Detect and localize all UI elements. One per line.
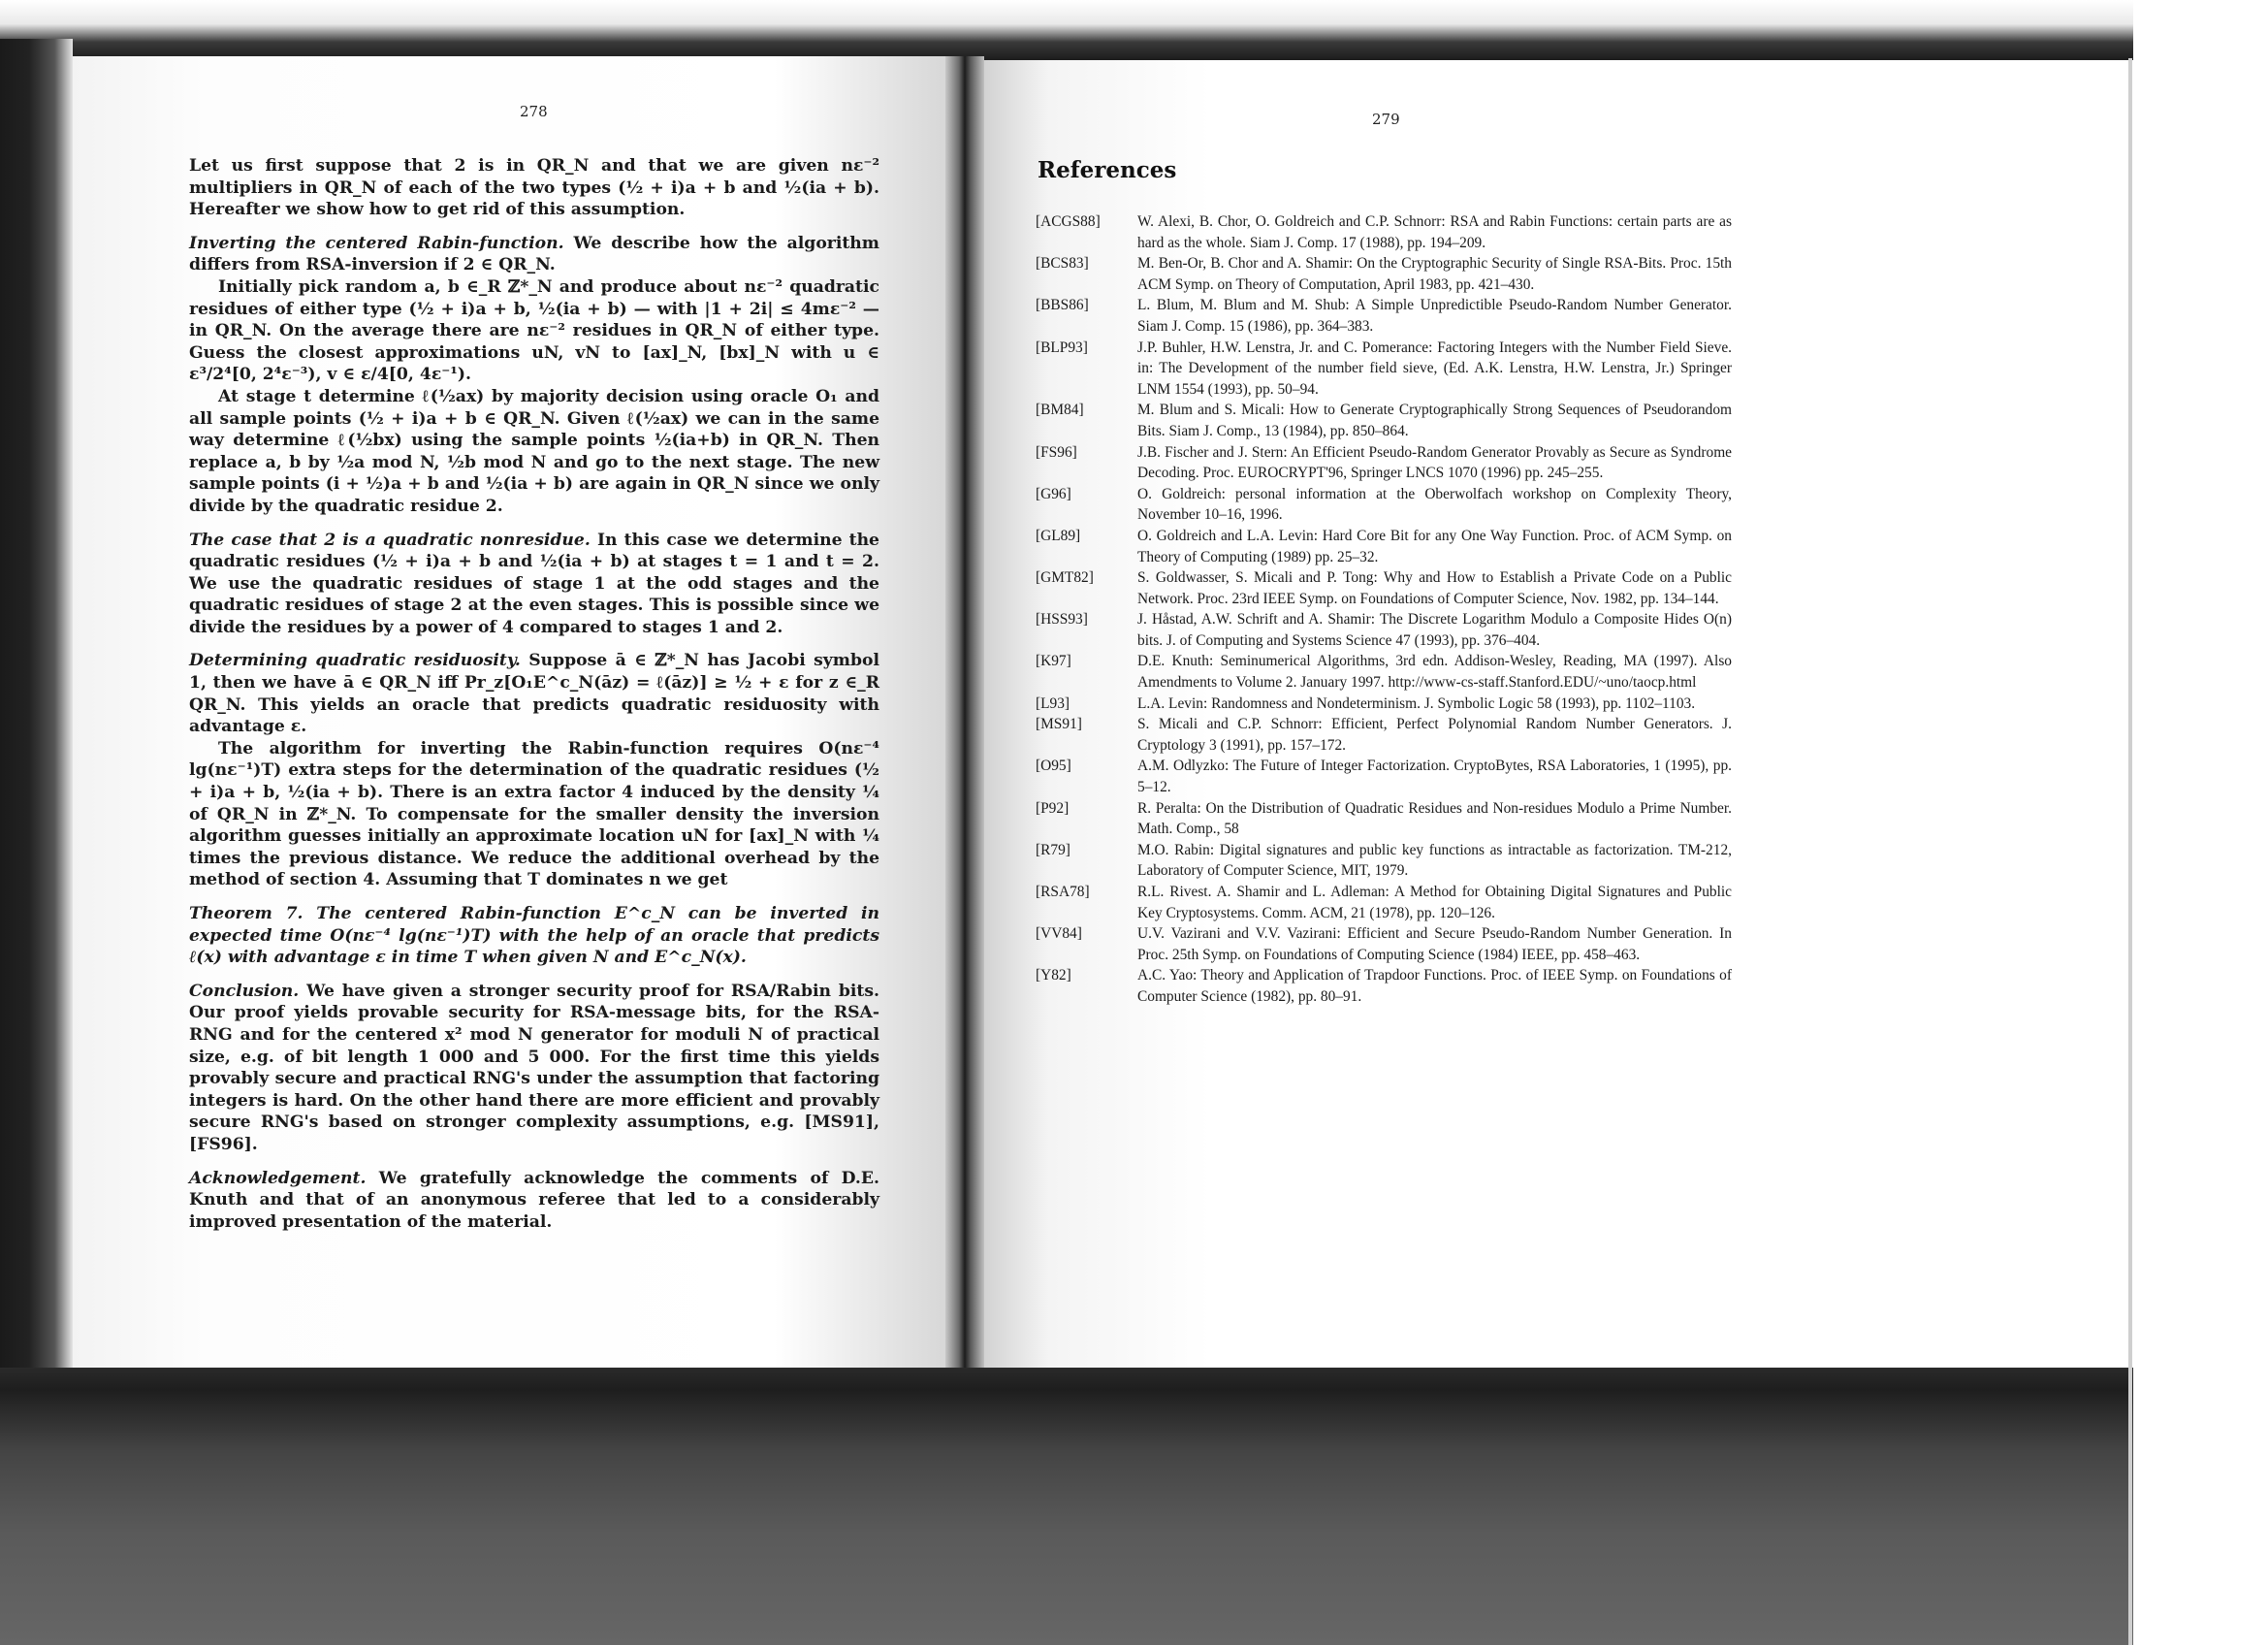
- book-gutter: [945, 56, 984, 1375]
- reference-item: [1036, 651, 1732, 693]
- reference-key: [BBS86]: [1036, 297, 1089, 314]
- reference-key: [L93]: [1036, 694, 1070, 712]
- paragraph-heading: The case that 2 is a quadratic nonresidue.: [189, 530, 591, 550]
- reference-item: [1036, 756, 1732, 797]
- reference-key: [BCS83]: [1036, 255, 1089, 273]
- reference-item: [1036, 882, 1732, 923]
- paragraph: [189, 981, 879, 1156]
- reference-item: [1036, 923, 1732, 965]
- reference-key: [HSS93]: [1036, 611, 1088, 629]
- paragraph: [189, 903, 879, 969]
- reference-text: M. Blum and S. Micali: How to Generate Cryptographically Strong Sequences of Pseudorandom Bits. Siam J. Comp., 13 (1984), pp. 850–864.: [1137, 402, 1732, 439]
- paragraph-heading: Acknowledgement.: [189, 1168, 367, 1188]
- reference-text: S. Micali and C.P. Schnorr: Efficient, Perfect Polynomial Random Number Generators. J. Cryptology 3 (1991), pp. 157–172.: [1137, 716, 1732, 754]
- reference-text: L.A. Levin: Randomness and Nondeterminism. J. Symbolic Logic 58 (1993), pp. 1102–1103.: [1137, 694, 1696, 712]
- scan-right-margin: [2133, 0, 2268, 1645]
- references-list: [1036, 211, 1732, 1008]
- reference-item: [1036, 484, 1732, 526]
- reference-item: [1036, 840, 1732, 882]
- paragraph-text: Let us first suppose that 2 is in QR_N and that we are given nε⁻² multipliers in QR_N of each of the two types (½ + i)a + b and ½(ia + b). Hereafter we show how to get rid of this assumption.: [189, 156, 879, 220]
- reference-item: [1036, 442, 1732, 484]
- reference-key: [MS91]: [1036, 716, 1082, 733]
- reference-text: J.B. Fischer and J. Stern: An Efficient Pseudo-Random Generator Provably as Secure as Syndrome Decoding. Proc. EUROCRYPT'96, Springer LNCS 1070 (1996) pp. 245–255.: [1137, 443, 1732, 482]
- reference-key: [O95]: [1036, 758, 1071, 775]
- reference-key: [R79]: [1036, 841, 1070, 858]
- reference-item: [1036, 693, 1732, 715]
- reference-item: [1036, 567, 1732, 609]
- paragraph-text: We describe how the algorithm differs from RSA-inversion if 2 ∈ QR_N.: [189, 233, 879, 275]
- reference-key: [GL89]: [1036, 527, 1081, 544]
- reference-key: [ACGS88]: [1036, 213, 1101, 230]
- paragraph-text: We gratefully acknowledge the comments of D.E. Knuth and that of an anonymous referee that led to a considerably improved presentation of the material.: [189, 1168, 879, 1232]
- scan-left-shadow: [0, 39, 73, 1397]
- reference-item: [1036, 295, 1732, 337]
- reference-item: [1036, 526, 1732, 567]
- reference-key: [P92]: [1036, 799, 1070, 817]
- reference-text: L. Blum, M. Blum and M. Shub: A Simple Unpredictible Pseudo-Random Number Generator. Siam J. Comp. 15 (1986), pp. 364–383.: [1137, 297, 1732, 335]
- reference-item: [1036, 211, 1732, 253]
- reference-key: [FS96]: [1036, 443, 1077, 461]
- paragraph: [189, 738, 879, 891]
- reference-key: [Y82]: [1036, 967, 1071, 984]
- left-page-body: [189, 155, 879, 1233]
- reference-text: A.M. Odlyzko: The Future of Integer Factorization. CryptoBytes, RSA Laboratories, 1 (1995), pp. 5–12.: [1137, 758, 1732, 796]
- paragraph: [189, 155, 879, 221]
- reference-text: D.E. Knuth: Seminumerical Algorithms, 3rd edn. Addison-Wesley, Reading, MA (1997). Also Amendments to Volume 2. January 1997. http://www-cs-staff.Stanford.EDU/~uno/taocp.html: [1137, 653, 1732, 692]
- reference-text: A.C. Yao: Theory and Application of Trapdoor Functions. Proc. of IEEE Symp. on Foundations of Computer Science (1982), pp. 80–91.: [1137, 967, 1732, 1005]
- paragraph-heading: Inverting the centered Rabin-function.: [189, 233, 564, 253]
- paragraph-text: We have given a stronger security proof for RSA/Rabin bits. Our proof yields provable security for RSA-message bits, for the RSA-RNG and for the centered x² mod N generator for moduli N of practical size, e.g. of bit length 1 000 and 5 000. For the first time this yields provably secure and practical RNG's under the assumption that factoring integers is hard. On the other hand there are more efficient and provably secure RNG's based on stronger complexity assumptions, e.g. [MS91], [FS96].: [189, 981, 879, 1154]
- paragraph-text: At stage t determine ℓ(½ax) by majority decision using oracle O₁ and all sample points (½ + i)a + b ∈ QR_N. Given ℓ(½ax) we can in the same way determine ℓ(½bx) using the sample points ½(ia+b) in QR_N. Then replace a, b by ½a mod N, ½b mod N and go to the next stage. The new sample points (i + ½)a + b and ½(ia + b) are again in QR_N since we only divide by the quadratic residue 2.: [189, 386, 879, 516]
- paragraph-heading: Conclusion.: [189, 981, 300, 1001]
- reference-text: R.L. Rivest. A. Shamir and L. Adleman: A Method for Obtaining Digital Signatures and Public Key Cryptosystems. Comm. ACM, 21 (1978), pp. 120–126.: [1137, 884, 1732, 921]
- reference-key: [RSA78]: [1036, 884, 1090, 900]
- paragraph: [189, 650, 879, 737]
- reference-text: O. Goldreich: personal information at the Oberwolfach workshop on Complexity Theory, November 10–16, 1996.: [1137, 485, 1732, 524]
- paragraph-text: The centered Rabin-function E^c_N can be inverted in expected time O(nε⁻⁴ lg(nε⁻¹)T) with the help of an oracle that predicts ℓ(x) with advantage ε in time T when given N and E^c_N(x).: [189, 904, 879, 968]
- paragraph-text: Initially pick random a, b ∈_R ℤ*_N and produce about nε⁻² quadratic residues of either type (½ + i)a + b, ½(ia + b) — with |1 + 2i| ≤ 4mε⁻² — in QR_N. On the average there are nε⁻² residues in QR_N of either type. Guess the closest approximations uN, vN to [ax]_N, [bx]_N with u ∈ ε³/2⁴[0, 2⁴ε⁻³), v ∈ ε/4[0, 4ε⁻¹).: [189, 276, 879, 385]
- reference-key: [G96]: [1036, 485, 1071, 502]
- paragraph-text: Suppose ā ∈ ℤ*_N has Jacobi symbol 1, then we have ā ∈ QR_N iff Pr_z[O₁E^c_N(āz) = ℓ(āz)] ≥ ½ + ε for z ∈_R QR_N. This yields an oracle that predicts quadratic residuosity with advantage ε.: [189, 651, 879, 737]
- reference-text: J.P. Buhler, H.W. Lenstra, Jr. and C. Pomerance: Factoring Integers with the Number Field Sieve. in: The Development of the number field sieve, (Ed. A.K. Lenstra, H.W. Lenstra, Jr.) Springer LNM 1554 (1993), pp. 50–94.: [1137, 339, 1732, 398]
- scan-top-shadow: [0, 0, 2268, 60]
- paragraph: [189, 386, 879, 518]
- scan-bottom-shadow: [0, 1368, 2133, 1645]
- reference-text: W. Alexi, B. Chor, O. Goldreich and C.P. Schnorr: RSA and Rabin Functions: certain parts are as hard as the whole. Siam J. Comp. 17 (1988), pp. 194–209.: [1137, 213, 1732, 251]
- left-page-number: 278: [520, 103, 548, 120]
- reference-key: [K97]: [1036, 653, 1071, 670]
- reference-item: [1036, 400, 1732, 441]
- reference-text: J. Håstad, A.W. Schrift and A. Shamir: The Discrete Logarithm Modulo a Composite Hides O(n) bits. J. of Computing and Systems Science 47 (1993), pp. 376–404.: [1137, 611, 1732, 649]
- right-page-number: 279: [1372, 111, 1400, 128]
- paragraph-text: The algorithm for inverting the Rabin-function requires O(nε⁻⁴ lg(nε⁻¹)T) extra steps for the determination of the quadratic residues (½ + i)a + b, ½(ia + b). There is an extra factor 4 induced by the density ¼ of QR_N in ℤ*_N. To compensate for the smaller density the inversion algorithm guesses initially an approximate location uN for [ax]_N with ¼ times the previous distance. We reduce the additional overhead by the method of section 4. Assuming that T dominates n we get: [189, 738, 879, 890]
- paragraph-heading: Theorem 7.: [189, 904, 303, 923]
- reference-item: [1036, 253, 1732, 295]
- reference-item: [1036, 338, 1732, 401]
- paragraph: [189, 233, 879, 276]
- paragraph-text: In this case we determine the quadratic residues (½ + i)a + b and ½(ia + b) at stages t = 1 and t = 2. We use the quadratic residues of stage 1 at the odd stages and the quadratic residues of stage 2 at the even stages. This is possible since we divide the residues by a power of 4 compared to stages 1 and 2.: [189, 530, 879, 637]
- reference-key: [BM84]: [1036, 402, 1084, 419]
- reference-text: U.V. Vazirani and V.V. Vazirani: Efficient and Secure Pseudo-Random Number Generation. In Proc. 25th Symp. on Foundations of Computing Science (1984) IEEE, pp. 458–463.: [1137, 925, 1732, 963]
- reference-text: M. Ben-Or, B. Chor and A. Shamir: On the Cryptographic Security of Single RSA-Bits. Proc. 15th ACM Symp. on Theory of Computation, April 1983, pp. 421–430.: [1137, 255, 1732, 293]
- scan-edge-line: [2128, 58, 2132, 1645]
- reference-text: M.O. Rabin: Digital signatures and public key functions as intractable as factorization. TM-212, Laboratory of Computer Science, MIT, 1979.: [1137, 841, 1732, 880]
- reference-item: [1036, 798, 1732, 840]
- reference-item: [1036, 965, 1732, 1007]
- reference-text: R. Peralta: On the Distribution of Quadratic Residues and Non-residues Modulo a Prime Number. Math. Comp., 58: [1137, 799, 1732, 838]
- reference-item: [1036, 714, 1732, 756]
- reference-item: [1036, 609, 1732, 651]
- reference-key: [VV84]: [1036, 925, 1082, 943]
- paragraph: [189, 276, 879, 386]
- reference-key: [GMT82]: [1036, 569, 1094, 587]
- references-heading: References: [1038, 157, 1177, 183]
- paragraph-heading: Determining quadratic residuosity.: [189, 651, 521, 671]
- paragraph: [189, 530, 879, 639]
- reference-text: S. Goldwasser, S. Micali and P. Tong: Why and How to Establish a Private Code on a Public Network. Proc. 23rd IEEE Symp. on Foundations of Computer Science, Nov. 1982, pp. 134–144.: [1137, 569, 1732, 607]
- reference-text: O. Goldreich and L.A. Levin: Hard Core Bit for any One Way Function. Proc. of ACM Symp. on Theory of Computing (1989) pp. 25–32.: [1137, 527, 1732, 565]
- reference-key: [BLP93]: [1036, 339, 1088, 356]
- paragraph: [189, 1168, 879, 1234]
